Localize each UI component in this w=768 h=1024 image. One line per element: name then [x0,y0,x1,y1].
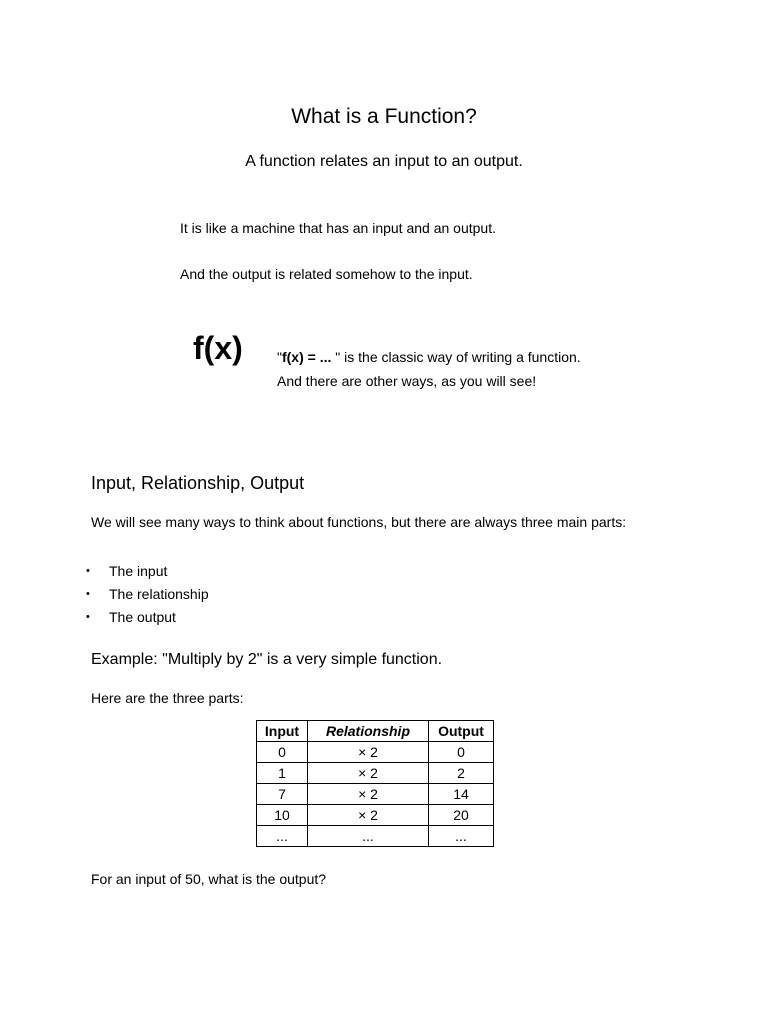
cell-input: ... [257,826,308,847]
cell-relationship: × 2 [308,763,429,784]
table-row [257,805,494,826]
fx-note-rest: " is the classic way of writing a function. [335,349,581,365]
function-table [256,720,494,847]
cell-output: 14 [429,784,494,805]
intro-paragraph-2: And the output is related somehow to the input. [180,266,473,282]
page-title: What is a Function? [291,105,477,128]
example-heading: Example: "Multiply by 2" is a very simple function. [91,651,443,668]
cell-relationship: × 2 [308,784,429,805]
cell-output: 0 [429,742,494,763]
intro-paragraph-1: It is like a machine that has an input and an output. [180,220,496,236]
cell-output: 20 [429,805,494,826]
list-item-label: The input [109,563,168,579]
cell-relationship: × 2 [308,805,429,826]
cell-output: ... [429,826,494,847]
cell-relationship: ... [308,826,429,847]
table-row [257,742,494,763]
fx-note-line-2: And there are other ways, as you will see! [277,373,537,389]
cell-input: 7 [257,784,308,805]
list-item-label: The output [109,609,176,625]
cell-input: 0 [257,742,308,763]
fx-note-quote-open: " [277,349,282,365]
example-paragraph: Here are the three parts: [91,690,244,706]
fx-note-line-1 [277,349,581,365]
list-item [86,585,209,608]
cell-relationship: × 2 [308,742,429,763]
table-row [257,784,494,805]
table-row [257,826,494,847]
header-output: Output [429,721,494,742]
bullet-icon: • [86,565,90,577]
table-row [257,763,494,784]
cell-input: 1 [257,763,308,784]
list-item [86,608,209,631]
list-item-label: The relationship [109,586,209,602]
bullet-icon: • [86,588,90,600]
page-subtitle: A function relates an input to an output. [245,153,523,170]
question-paragraph: For an input of 50, what is the output? [91,871,327,887]
bullet-icon: • [86,611,90,623]
table-header-row [257,721,494,742]
cell-output: 2 [429,763,494,784]
fx-note-bold: f(x) = ... [281,349,336,365]
fx-glyph: f(x) [193,330,243,366]
header-input: Input [257,721,308,742]
section-paragraph: We will see many ways to think about functions, but there are always three main parts: [91,514,627,530]
section-heading: Input, Relationship, Output [91,473,305,493]
parts-list [86,562,209,631]
header-relationship: Relationship [308,721,429,742]
cell-input: 10 [257,805,308,826]
list-item [86,562,209,585]
